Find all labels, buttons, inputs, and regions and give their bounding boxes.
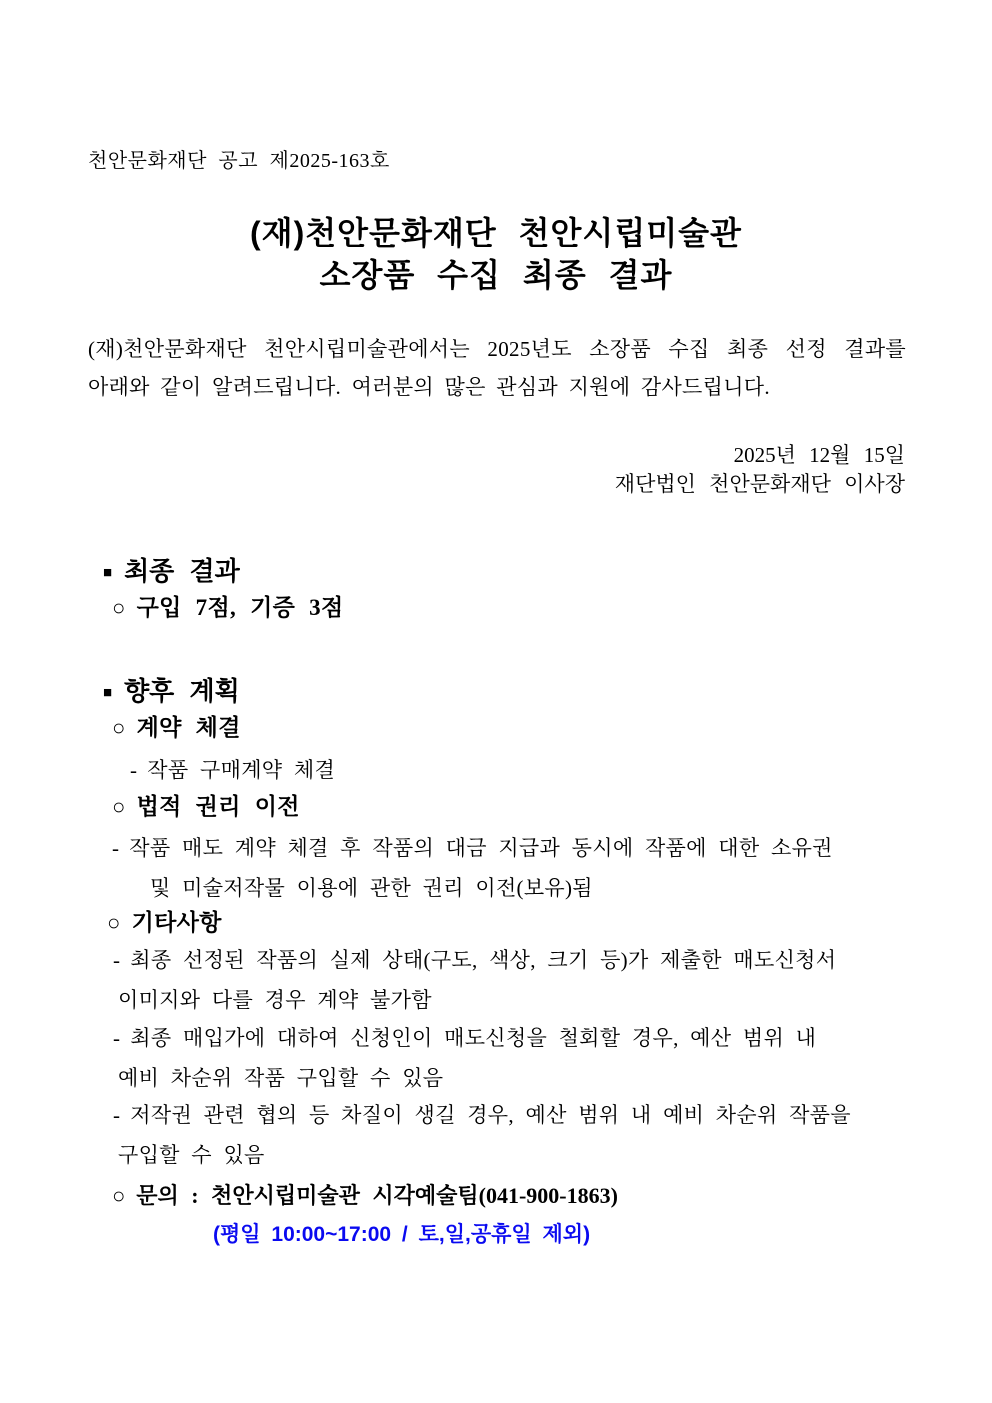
etc-item2-label-1: 최종 매입가에 대하여 신청인이 매도신청을 철회할 경우, 예산 범위 내 [130,1026,817,1050]
section-heading-future-plan [103,675,240,708]
circle-bullet-icon: ○ [112,595,126,620]
contract-detail-label: 작품 구매계약 체결 [147,758,336,782]
dash-bullet-icon: - [113,1026,121,1050]
legal-title-label: 법적 권리 이전 [136,794,300,819]
final-result-summary-label: 구입 7점, 기증 3점 [136,595,344,620]
contract-title-label: 계약 체결 [136,715,241,740]
circle-bullet-icon: ○ [107,910,121,935]
circle-bullet-icon: ○ [112,715,126,740]
announcement-date: 2025년 12월 15일 [733,443,905,467]
etc-item1-line-2: 이미지와 다를 경우 계약 불가함 [118,988,432,1012]
legal-detail-label-1: 작품 매도 계약 체결 후 작품의 대금 지급과 동시에 작품에 대한 소유권 [129,836,833,860]
doc-number: 천안문화재단 공고 제2025-163호 [88,150,390,172]
dash-bullet-icon: - [113,948,121,972]
contract-detail-line [130,757,335,783]
intro-paragraph-line-1: (재)천안문화재단 천안시립미술관에서는 2025년도 소장품 수집 최종 선정 결과를 [88,337,906,361]
intro-paragraph-line-2: 아래와 같이 알려드립니다. 여러분의 많은 관심과 지원에 감사드립니다. [88,375,770,399]
etc-item1-label-1: 최종 선정된 작품의 실제 상태(구도, 색상, 크기 등)가 제출한 매도신청서 [130,948,837,972]
legal-detail-line-1 [112,835,833,861]
circle-bullet-icon: ○ [112,1183,126,1208]
etc-item3-line-1 [113,1102,851,1128]
final-result-summary-item [112,594,344,623]
dash-bullet-icon: - [130,758,138,782]
page-title-line-2: 소장품 수집 최종 결과 [319,257,673,293]
legal-detail-line-2: 및 미술저작물 이용에 관한 권리 이전(보유)됨 [150,876,593,900]
page-title-line-1: (재)천안문화재단 천안시립미술관 [250,215,742,251]
etc-item3-label-1: 저작권 관련 협의 등 차질이 생길 경우, 예산 범위 내 예비 차순위 작품을 [130,1103,851,1127]
etc-item2-line-1 [113,1025,816,1051]
etc-item-title [107,909,222,938]
square-bullet-icon: ■ [103,684,113,701]
dash-bullet-icon: - [112,836,120,860]
section-heading-final-result [103,555,240,588]
dash-bullet-icon: - [113,1103,121,1127]
final-result-heading-label: 최종 결과 [124,556,240,586]
square-bullet-icon: ■ [103,564,113,581]
etc-title-label: 기타사항 [131,910,222,935]
contact-hours: (평일 10:00~17:00 / 토,일,공휴일 제외) [213,1223,591,1246]
etc-item2-line-2: 예비 차순위 작품 구입할 수 있음 [118,1066,444,1090]
contract-item-title [112,714,241,743]
announcement-signer: 재단법인 천안문화재단 이사장 [614,472,905,496]
future-plan-heading-label: 향후 계획 [124,676,240,706]
circle-bullet-icon: ○ [112,794,126,819]
etc-item1-line-1 [113,947,836,973]
etc-item3-line-2: 구입할 수 있음 [118,1143,265,1167]
legal-item-title [112,793,300,822]
contact-item [112,1182,618,1210]
contact-label: 문의 : 천안시립미술관 시각예술팀(041-900-1863) [136,1183,618,1208]
